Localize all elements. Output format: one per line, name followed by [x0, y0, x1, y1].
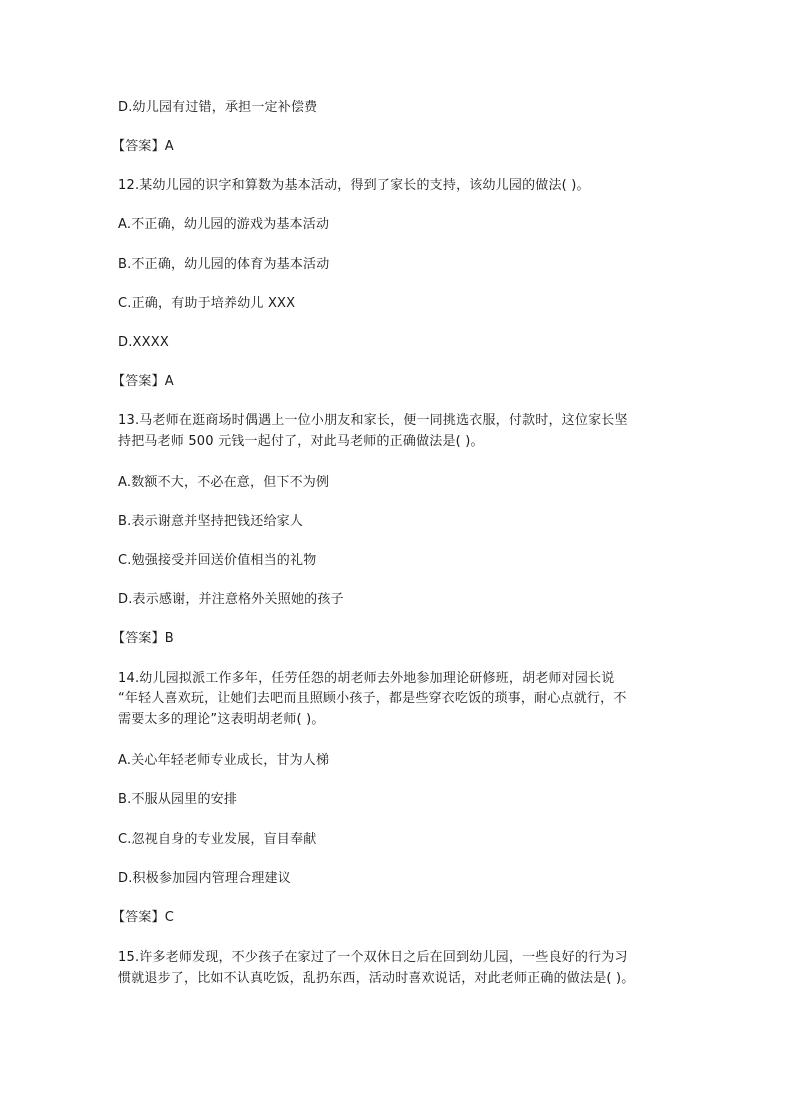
q12-option-b: B.不正确，幼儿园的体育为基本活动: [118, 257, 330, 272]
q14-option-c: C.忽视自身的专业发展，盲目奉献: [118, 832, 317, 847]
q13-stem-line2: 持把马老师 500 元钱一起付了，对此马老师的正确做法是( )。: [118, 434, 484, 449]
q11-answer: 【答案】A: [112, 139, 174, 154]
q14-option-a: A.关心年轻老师专业成长，甘为人梯: [118, 753, 330, 768]
q15-stem-line1: 15.许多老师发现，不少孩子在家过了一个双休日之后在回到幼儿园，一些良好的行为习: [118, 950, 628, 965]
q14-answer: 【答案】C: [112, 910, 175, 925]
q13-answer: 【答案】B: [112, 631, 174, 646]
q14-option-d: D.积极参加园内管理合理建议: [118, 871, 291, 886]
q13-option-b: B.表示谢意并坚持把钱还给家人: [118, 514, 304, 529]
q11-option-d: D.幼儿园有过错，承担一定补偿费: [118, 100, 318, 115]
q12-option-a: A.不正确，幼儿园的游戏为基本活动: [118, 217, 330, 232]
q13-option-d: D.表示感谢，并注意格外关照她的孩子: [118, 592, 344, 607]
q14-option-b: B.不服从园里的安排: [118, 792, 238, 807]
q13-option-a: A.数额不大，不必在意，但下不为例: [118, 475, 330, 490]
q14-stem-line1: 14.幼儿园拟派工作多年，任劳任怨的胡老师去外地参加理论研修班，胡老师对园长说: [118, 671, 615, 686]
q13-option-c: C.勉强接受并回送价值相当的礼物: [118, 553, 317, 568]
q12-answer: 【答案】A: [112, 374, 174, 389]
q12-stem: 12.某幼儿园的识字和算数为基本活动，得到了家长的支持，该幼儿园的做法( )。: [118, 178, 590, 193]
q14-stem-line3: 需要太多的理论”这表明胡老师( )。: [118, 712, 325, 727]
q12-option-d: D.XXXX: [118, 335, 169, 350]
q12-option-c: C.正确，有助于培养幼儿 XXX: [118, 296, 296, 311]
q14-stem-line2: “年轻人喜欢玩，让她们去吧而且照顾小孩子，都是些穿衣吃饭的琐事，耐心点就行，不: [118, 691, 627, 706]
q13-stem-line1: 13.马老师在逛商场时偶遇上一位小朋友和家长，便一同挑选衣服，付款时，这位家长坚: [118, 413, 628, 428]
q15-stem-line2: 惯就退步了，比如不认真吃饭，乱扔东西，活动时喜欢说话，对此老师正确的做法是( )。: [118, 971, 635, 986]
